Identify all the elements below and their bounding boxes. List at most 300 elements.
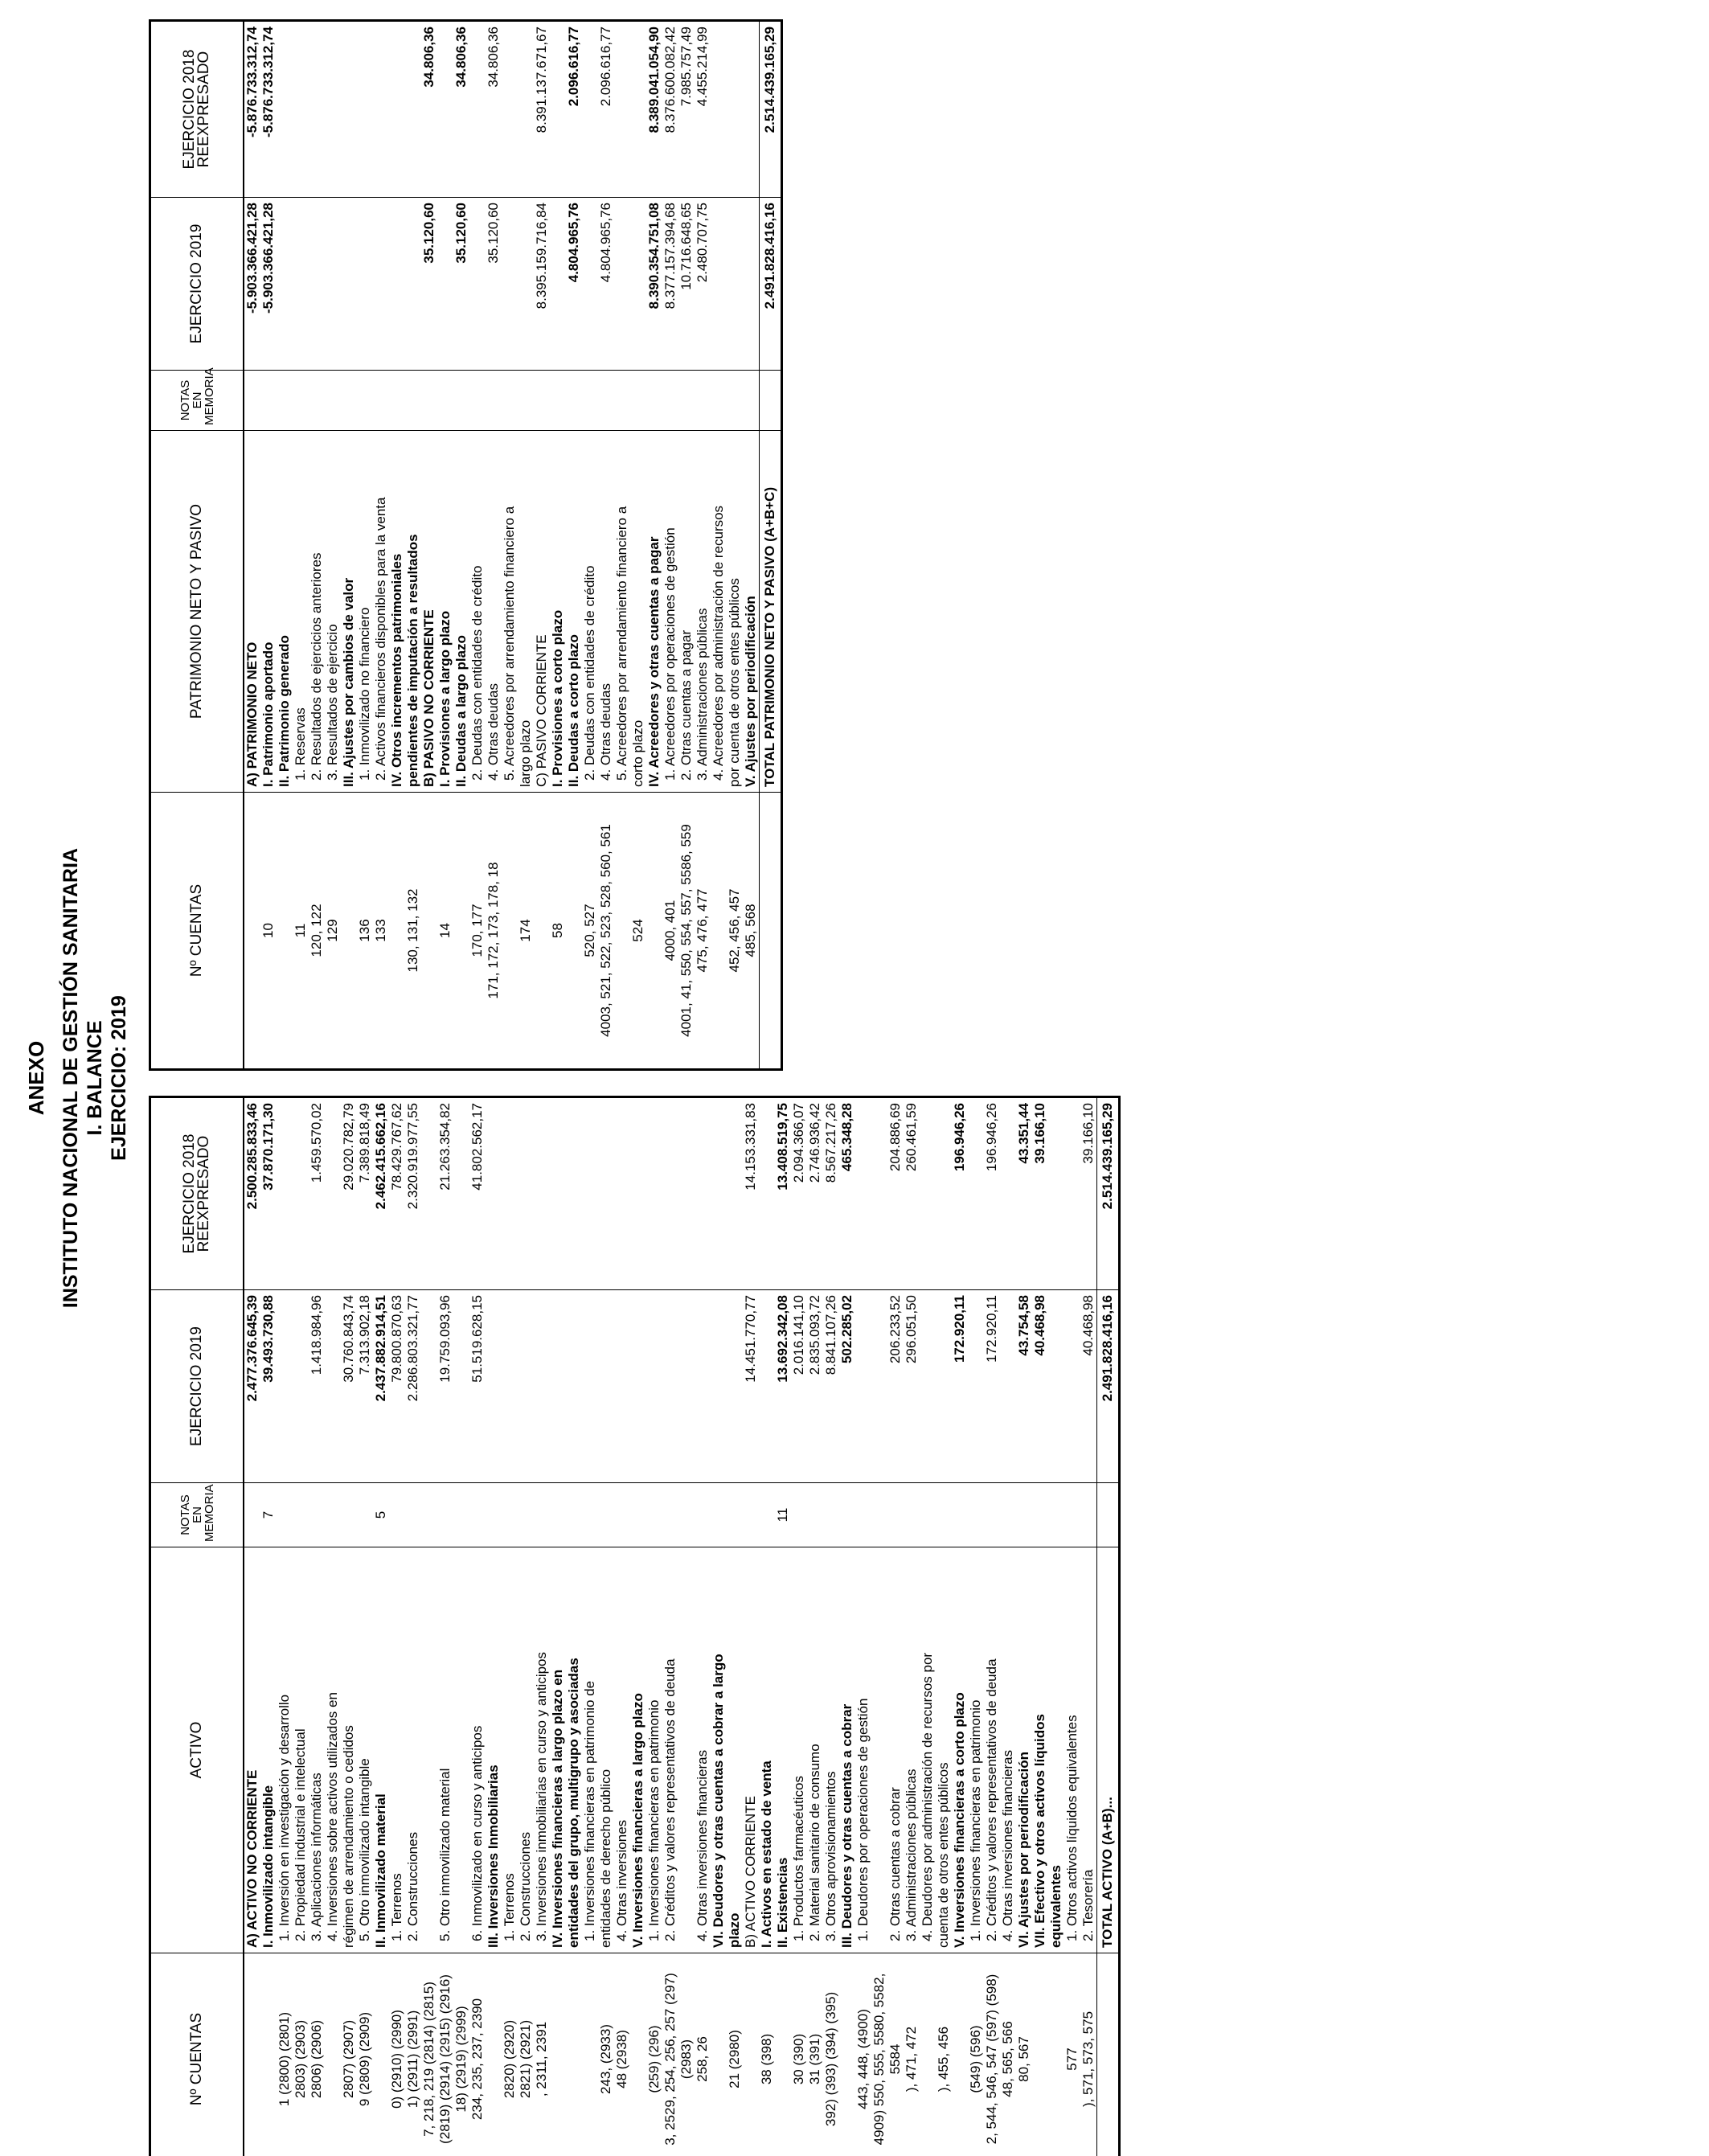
value-2019-cell xyxy=(711,198,727,371)
notes-cell xyxy=(695,371,711,431)
table-row xyxy=(421,1097,437,2156)
account-cell: 136 xyxy=(357,793,373,1070)
value-2018-cell xyxy=(630,1097,646,1290)
notes-cell xyxy=(662,1483,678,1547)
value-2018-cell xyxy=(759,1097,775,1290)
table-row xyxy=(1016,1097,1032,2156)
label-cell: cuenta de otros entes públicos xyxy=(936,1547,952,1953)
col-header-2019: EJERCICIO 2019 xyxy=(150,1290,244,1483)
account-cell: 4003, 521, 522, 523, 528, 560, 561 xyxy=(598,793,614,1070)
account-cell xyxy=(566,1953,582,2156)
value-2019-cell xyxy=(968,1290,984,1483)
notes-cell xyxy=(727,371,743,431)
notes-cell xyxy=(1032,1483,1048,1547)
value-2018-cell: 7.389.818,49 xyxy=(357,1097,373,1290)
value-2018-cell xyxy=(277,21,293,198)
label-cell: 4. Acreedores por administración de recursos xyxy=(711,431,727,793)
notes-cell xyxy=(630,1483,646,1547)
value-2018-cell xyxy=(325,21,341,198)
value-2019-cell xyxy=(518,1290,534,1483)
table-row xyxy=(309,21,325,1070)
value-2018-cell: 39.166,10 xyxy=(1032,1097,1048,1290)
value-2018-cell xyxy=(373,21,389,198)
label-cell: 1. Productos farmacéuticos xyxy=(791,1547,807,1953)
value-2019-cell xyxy=(711,1290,727,1483)
table-row xyxy=(518,21,534,1070)
value-2019-cell: -5.903.366.421,28 xyxy=(244,198,260,371)
account-cell xyxy=(646,793,662,1070)
notes-cell xyxy=(1064,1483,1080,1547)
notes-cell xyxy=(357,1483,373,1547)
account-cell xyxy=(260,1953,277,2156)
value-2018-cell xyxy=(727,1097,743,1290)
notes-cell xyxy=(662,371,678,431)
table-row xyxy=(502,21,518,1070)
label-cell: I. Activos en estado de venta xyxy=(759,1547,775,1953)
value-2018-cell xyxy=(502,21,518,198)
value-2019-cell xyxy=(550,198,566,371)
table-row xyxy=(711,1097,727,2156)
col-header-notas: NOTAS EN MEMORIA xyxy=(150,1483,244,1547)
account-cell: 58 xyxy=(550,793,566,1070)
label-cell: 3. Inversiones inmobiliarias en curso y anticipos xyxy=(534,1547,550,1953)
value-2018-cell: 2.746.936,42 xyxy=(807,1097,823,1290)
total-label: TOTAL PATRIMONIO NETO Y PASIVO (A+B+C) xyxy=(760,431,782,793)
label-cell: II. Existencias xyxy=(775,1547,791,1953)
value-2019-cell xyxy=(1000,1290,1016,1483)
table-row xyxy=(260,1097,277,2156)
table-row xyxy=(437,1097,453,2156)
value-2018-cell xyxy=(614,1097,630,1290)
notes-cell xyxy=(582,1483,598,1547)
value-2019-cell xyxy=(373,198,389,371)
table-row xyxy=(373,1097,389,2156)
value-2019-cell xyxy=(566,1290,582,1483)
label-cell: 1. Inmovilizado no financiero xyxy=(357,431,373,793)
notes-cell xyxy=(405,371,421,431)
value-2019-cell: 8.841.107,26 xyxy=(823,1290,839,1483)
table-row xyxy=(325,21,341,1070)
value-2018-cell: 2.094.366,07 xyxy=(791,1097,807,1290)
value-2018-cell: 204.886,69 xyxy=(887,1097,904,1290)
value-2019-cell: 35.120,60 xyxy=(421,198,437,371)
account-cell: 234, 235, 237, 2390 xyxy=(469,1953,486,2156)
value-2019-cell: -5.903.366.421,28 xyxy=(260,198,277,371)
table-row xyxy=(469,1097,486,2156)
value-2019-cell xyxy=(582,1290,598,1483)
account-cell: 11 xyxy=(293,793,309,1070)
total-2018: 2.514.439.165,29 xyxy=(1097,1097,1120,1290)
table-row xyxy=(277,21,293,1070)
notes-cell xyxy=(727,1483,743,1547)
label-cell: 1. Inversiones financieras en patrimonio xyxy=(968,1547,984,1953)
table-row xyxy=(486,21,502,1070)
table-row xyxy=(646,1097,662,2156)
table-row xyxy=(1064,1097,1080,2156)
report-title: I. BALANCE xyxy=(84,1020,106,1136)
notes-cell xyxy=(678,1483,695,1547)
notes-cell xyxy=(904,1483,920,1547)
table-row xyxy=(341,1097,357,2156)
value-2018-cell xyxy=(421,1097,437,1290)
label-cell: 2. Construcciones xyxy=(405,1547,421,1953)
value-2019-cell xyxy=(325,1290,341,1483)
label-cell: C) PASIVO CORRIENTE xyxy=(534,431,550,793)
table-row xyxy=(325,1097,341,2156)
value-2018-cell: 13.408.519,75 xyxy=(775,1097,791,1290)
value-2019-cell: 206.233,52 xyxy=(887,1290,904,1483)
account-cell: 171, 172, 173, 178, 18 xyxy=(486,793,502,1070)
table-row xyxy=(566,1097,582,2156)
account-cell: 2821) (2921) xyxy=(518,1953,534,2156)
label-cell: 2. Deudas con entidades de crédito xyxy=(582,431,598,793)
label-cell: IV. Otros incrementos patrimoniales xyxy=(389,431,405,793)
account-cell: 1) (2911) (2991) xyxy=(405,1953,421,2156)
account-cell xyxy=(711,1953,727,2156)
value-2018-cell xyxy=(437,21,453,198)
table-row xyxy=(1032,1097,1048,2156)
value-2018-cell: 14.153.331,83 xyxy=(743,1097,759,1290)
account-cell xyxy=(453,793,469,1070)
value-2018-cell: 2.320.919.977,55 xyxy=(405,1097,421,1290)
table-row xyxy=(759,1097,775,2156)
value-2018-cell: 196.946,26 xyxy=(952,1097,968,1290)
account-cell: 524 xyxy=(630,793,646,1070)
value-2019-cell: 2.286.803.321,77 xyxy=(405,1290,421,1483)
value-2018-cell xyxy=(469,21,486,198)
table-row xyxy=(887,1097,904,2156)
account-cell: 243, (2933) xyxy=(598,1953,614,2156)
label-cell: 1. Reservas xyxy=(293,431,309,793)
account-cell: 129 xyxy=(325,793,341,1070)
account-cell: 5584 xyxy=(887,1953,904,2156)
value-2019-cell xyxy=(936,1290,952,1483)
table-row xyxy=(405,21,421,1070)
notes-cell xyxy=(453,1483,469,1547)
table-row xyxy=(920,1097,936,2156)
value-2018-cell: 2.096.616,77 xyxy=(566,21,582,198)
value-2019-cell xyxy=(582,198,598,371)
label-cell: 5. Acreedores por arrendamiento financiero a xyxy=(614,431,630,793)
total-2019: 2.491.828.416,16 xyxy=(1097,1290,1120,1483)
total-2019: 2.491.828.416,16 xyxy=(760,198,782,371)
label-cell: 5. Otro inmovilizado intangible xyxy=(357,1547,373,1953)
value-2019-cell xyxy=(277,1290,293,1483)
label-cell: III. Ajustes por cambios de valor xyxy=(341,431,357,793)
annex-title: ANEXO xyxy=(24,1040,48,1116)
label-cell xyxy=(678,1547,695,1953)
account-cell: 577 xyxy=(1064,1953,1080,2156)
account-cell: 18) (2919) (2999) xyxy=(453,1953,469,2156)
table-row xyxy=(421,21,437,1070)
label-cell: entidades del grupo, multigrupo y asociadas xyxy=(566,1547,582,1953)
notes-cell xyxy=(743,371,760,431)
value-2018-cell xyxy=(936,1097,952,1290)
value-2019-cell: 19.759.093,96 xyxy=(437,1290,453,1483)
account-cell xyxy=(743,1953,759,2156)
notes-cell xyxy=(871,1483,887,1547)
asset-table xyxy=(149,1096,1121,2156)
account-cell xyxy=(389,793,405,1070)
notes-cell: 5 xyxy=(373,1483,389,1547)
account-cell: 4001, 41, 550, 554, 557, 5586, 559 xyxy=(678,793,695,1070)
exercise-title: EJERCICIO: 2019 xyxy=(108,995,130,1161)
value-2018-cell xyxy=(550,21,566,198)
label-cell xyxy=(871,1547,887,1953)
account-cell xyxy=(277,793,293,1070)
value-2018-cell: 37.870.171,30 xyxy=(260,1097,277,1290)
value-2019-cell: 172.920,11 xyxy=(952,1290,968,1483)
value-2018-cell xyxy=(646,1097,662,1290)
value-2018-cell xyxy=(711,21,727,198)
table-row xyxy=(614,1097,630,2156)
value-2018-cell: 43.351,44 xyxy=(1016,1097,1032,1290)
value-2018-cell: 34.806,36 xyxy=(453,21,469,198)
account-cell: 443, 448, (4900) xyxy=(855,1953,871,2156)
account-cell xyxy=(566,793,582,1070)
table-row xyxy=(534,1097,550,2156)
account-cell: 130, 131, 132 xyxy=(405,793,421,1070)
notes-cell: 11 xyxy=(775,1483,791,1547)
notes-cell xyxy=(502,371,518,431)
account-cell: 452, 456, 457 xyxy=(727,793,743,1070)
label-cell: 2. Construcciones xyxy=(518,1547,534,1953)
value-2019-cell: 30.760.843,74 xyxy=(341,1290,357,1483)
label-cell: II. Deudas a largo plazo xyxy=(453,431,469,793)
col-header-2019: EJERCICIO 2019 xyxy=(150,198,244,371)
notes-cell xyxy=(244,371,260,431)
label-cell: 4. Otras deudas xyxy=(486,431,502,793)
liability-table xyxy=(149,19,783,1071)
label-cell: 6. Inmovilizado en curso y anticipos xyxy=(469,1547,486,1953)
value-2019-cell xyxy=(293,1290,309,1483)
notes-cell xyxy=(952,1483,968,1547)
value-2018-cell xyxy=(277,1097,293,1290)
col-header-cuentas: Nº CUENTAS xyxy=(150,1953,244,2156)
value-2019-cell: 2.016.141,10 xyxy=(791,1290,807,1483)
value-2018-cell xyxy=(550,1097,566,1290)
value-2019-cell xyxy=(855,1290,871,1483)
notes-cell xyxy=(518,371,534,431)
account-cell: 4000, 401 xyxy=(662,793,678,1070)
account-cell: 9 (2809) (2909) xyxy=(357,1953,373,2156)
account-cell xyxy=(373,1953,389,2156)
label-cell: II. Deudas a corto plazo xyxy=(566,431,582,793)
notes-cell xyxy=(1000,1483,1016,1547)
label-cell: A) PATRIMONIO NETO xyxy=(244,431,260,793)
value-2018-cell xyxy=(871,1097,887,1290)
account-cell: 0) (2910) (2990) xyxy=(389,1953,405,2156)
account-cell: 2803) (2903) xyxy=(293,1953,309,2156)
notes-cell xyxy=(437,371,453,431)
notes-cell xyxy=(357,371,373,431)
label-cell: 1. Terrenos xyxy=(389,1547,405,1953)
table-row xyxy=(550,1097,566,2156)
notes-cell xyxy=(1016,1483,1032,1547)
table-row xyxy=(293,1097,309,2156)
notes-cell xyxy=(486,371,502,431)
label-cell: 3. Resultados de ejercicio xyxy=(325,431,341,793)
table-row xyxy=(743,1097,759,2156)
value-2019-cell: 10.716.648,65 xyxy=(678,198,695,371)
value-2018-cell xyxy=(920,1097,936,1290)
account-cell: (259) (296) xyxy=(646,1953,662,2156)
total-row xyxy=(1097,1097,1120,2156)
value-2018-cell xyxy=(582,21,598,198)
table-row xyxy=(662,21,678,1070)
table-row xyxy=(453,1097,469,2156)
label-cell: III. Inversiones Inmobiliarias xyxy=(486,1547,502,1953)
account-cell xyxy=(775,1953,791,2156)
value-2019-cell: 35.120,60 xyxy=(453,198,469,371)
table-row xyxy=(357,1097,373,2156)
value-2018-cell: 7.985.757,49 xyxy=(678,21,695,198)
label-cell: 2. Otras cuentas a cobrar xyxy=(887,1547,904,1953)
account-cell: (2819) (2914) (2915) (2916) xyxy=(437,1953,453,2156)
notes-cell xyxy=(550,1483,566,1547)
notes-cell xyxy=(389,1483,405,1547)
notes-cell xyxy=(260,371,277,431)
institution-title: INSTITUTO NACIONAL DE GESTIÓN SANITARIA xyxy=(59,847,82,1309)
label-cell: V. Ajustes por periodificación xyxy=(743,431,760,793)
value-2019-cell xyxy=(695,1290,711,1483)
table-row xyxy=(598,21,614,1070)
account-cell: 7, 218, 219 (2814) (2815) xyxy=(421,1953,437,2156)
label-cell: 2. Resultados de ejercicios anteriores xyxy=(309,431,325,793)
account-cell xyxy=(614,793,630,1070)
notes-cell xyxy=(341,1483,357,1547)
account-cell: 14 xyxy=(437,793,453,1070)
label-cell: 1. Deudores por operaciones de gestión xyxy=(855,1547,871,1953)
notes-cell xyxy=(277,1483,293,1547)
account-cell: 2820) (2920) xyxy=(502,1953,518,2156)
liability-table-body xyxy=(244,21,760,1070)
label-cell: 2. Activos financieros disponibles para la venta xyxy=(373,431,389,793)
table-row xyxy=(534,21,550,1070)
notes-cell xyxy=(743,1483,759,1547)
notes-cell xyxy=(695,1483,711,1547)
value-2019-cell xyxy=(598,1290,614,1483)
value-2019-cell: 7.313.902,18 xyxy=(357,1290,373,1483)
table-row xyxy=(727,1097,743,2156)
account-cell xyxy=(839,1953,855,2156)
value-2018-cell xyxy=(662,1097,678,1290)
value-2019-cell xyxy=(437,198,453,371)
value-2019-cell xyxy=(325,198,341,371)
account-cell: 475, 476, 477 xyxy=(695,793,711,1070)
account-cell: ), 571, 573, 575 xyxy=(1080,1953,1097,2156)
value-2019-cell xyxy=(453,1290,469,1483)
account-cell xyxy=(244,1953,260,2156)
value-2019-cell: 40.468,98 xyxy=(1032,1290,1048,1483)
label-cell: 2. Créditos y valores representativos de deuda xyxy=(984,1547,1000,1953)
label-cell: V. Inversiones financieras a largo plazo xyxy=(630,1547,646,1953)
total-label: TOTAL ACTIVO (A+B)... xyxy=(1097,1547,1120,1953)
notes-cell xyxy=(469,1483,486,1547)
value-2018-cell xyxy=(293,1097,309,1290)
value-2019-cell xyxy=(727,198,743,371)
value-2018-cell xyxy=(678,1097,695,1290)
value-2018-cell xyxy=(309,21,325,198)
account-cell: 38 (398) xyxy=(759,1953,775,2156)
label-cell: 1. Acreedores por operaciones de gestión xyxy=(662,431,678,793)
label-cell: corto plazo xyxy=(630,431,646,793)
value-2019-cell xyxy=(405,198,421,371)
account-cell xyxy=(582,1953,598,2156)
table-row xyxy=(582,1097,598,2156)
label-cell: por cuenta de otros entes públicos xyxy=(727,431,743,793)
notes-cell xyxy=(1048,1483,1064,1547)
table-row xyxy=(1048,1097,1064,2156)
label-cell xyxy=(421,1547,437,1953)
value-2019-cell xyxy=(871,1290,887,1483)
account-cell xyxy=(920,1953,936,2156)
value-2018-cell xyxy=(1048,1097,1064,1290)
value-2019-cell xyxy=(727,1290,743,1483)
label-cell: entidades de derecho público xyxy=(598,1547,614,1953)
table-row xyxy=(1080,1097,1097,2156)
notes-cell xyxy=(534,371,550,431)
table-row xyxy=(598,1097,614,2156)
value-2019-cell xyxy=(614,1290,630,1483)
table-row xyxy=(486,1097,502,2156)
label-cell: B) PASIVO NO CORRIENTE xyxy=(421,431,437,793)
label-cell: plazo xyxy=(727,1547,743,1953)
table-row xyxy=(823,1097,839,2156)
value-2018-cell xyxy=(598,1097,614,1290)
label-cell xyxy=(453,1547,469,1953)
notes-cell xyxy=(421,1483,437,1547)
value-2019-cell: 40.468,98 xyxy=(1080,1290,1097,1483)
account-cell: 258, 26 xyxy=(695,1953,711,2156)
label-cell: I. Provisiones a largo plazo xyxy=(437,431,453,793)
value-2019-cell xyxy=(1048,1290,1064,1483)
value-2018-cell: 8.391.137.671,67 xyxy=(534,21,550,198)
table-row xyxy=(695,1097,711,2156)
table-row xyxy=(855,1097,871,2156)
value-2019-cell xyxy=(389,198,405,371)
table-row xyxy=(469,21,486,1070)
table-row xyxy=(727,21,743,1070)
account-cell: (2983) xyxy=(678,1953,695,2156)
table-row xyxy=(260,21,277,1070)
table-row xyxy=(711,21,727,1070)
value-2019-cell xyxy=(743,198,760,371)
value-2019-cell: 2.477.376.645,39 xyxy=(244,1290,260,1483)
notes-cell xyxy=(421,371,437,431)
table-row xyxy=(389,1097,405,2156)
value-2018-cell: 21.263.354,82 xyxy=(437,1097,453,1290)
value-2019-cell xyxy=(309,198,325,371)
value-2018-cell xyxy=(968,1097,984,1290)
notes-cell xyxy=(823,1483,839,1547)
table-row xyxy=(630,1097,646,2156)
label-cell: 2. Tesorería xyxy=(1080,1547,1097,1953)
account-cell: 392) (393) (394) (395) xyxy=(823,1953,839,2156)
notes-cell xyxy=(582,371,598,431)
value-2019-cell xyxy=(1064,1290,1080,1483)
label-cell: I. Provisiones a corto plazo xyxy=(550,431,566,793)
account-cell: 3, 2529, 254, 256, 257 (297) xyxy=(662,1953,678,2156)
value-2019-cell xyxy=(518,198,534,371)
value-2018-cell: 2.500.285.833,46 xyxy=(244,1097,260,1290)
value-2019-cell xyxy=(486,1290,502,1483)
notes-cell xyxy=(646,1483,662,1547)
label-cell: 2. Créditos y valores representativos de deuda xyxy=(662,1547,678,1953)
account-cell: 2806) (2906) xyxy=(309,1953,325,2156)
value-2018-cell xyxy=(855,1097,871,1290)
col-header-2018: EJERCICIO 2018 REEXPRESADO xyxy=(150,1097,244,1290)
